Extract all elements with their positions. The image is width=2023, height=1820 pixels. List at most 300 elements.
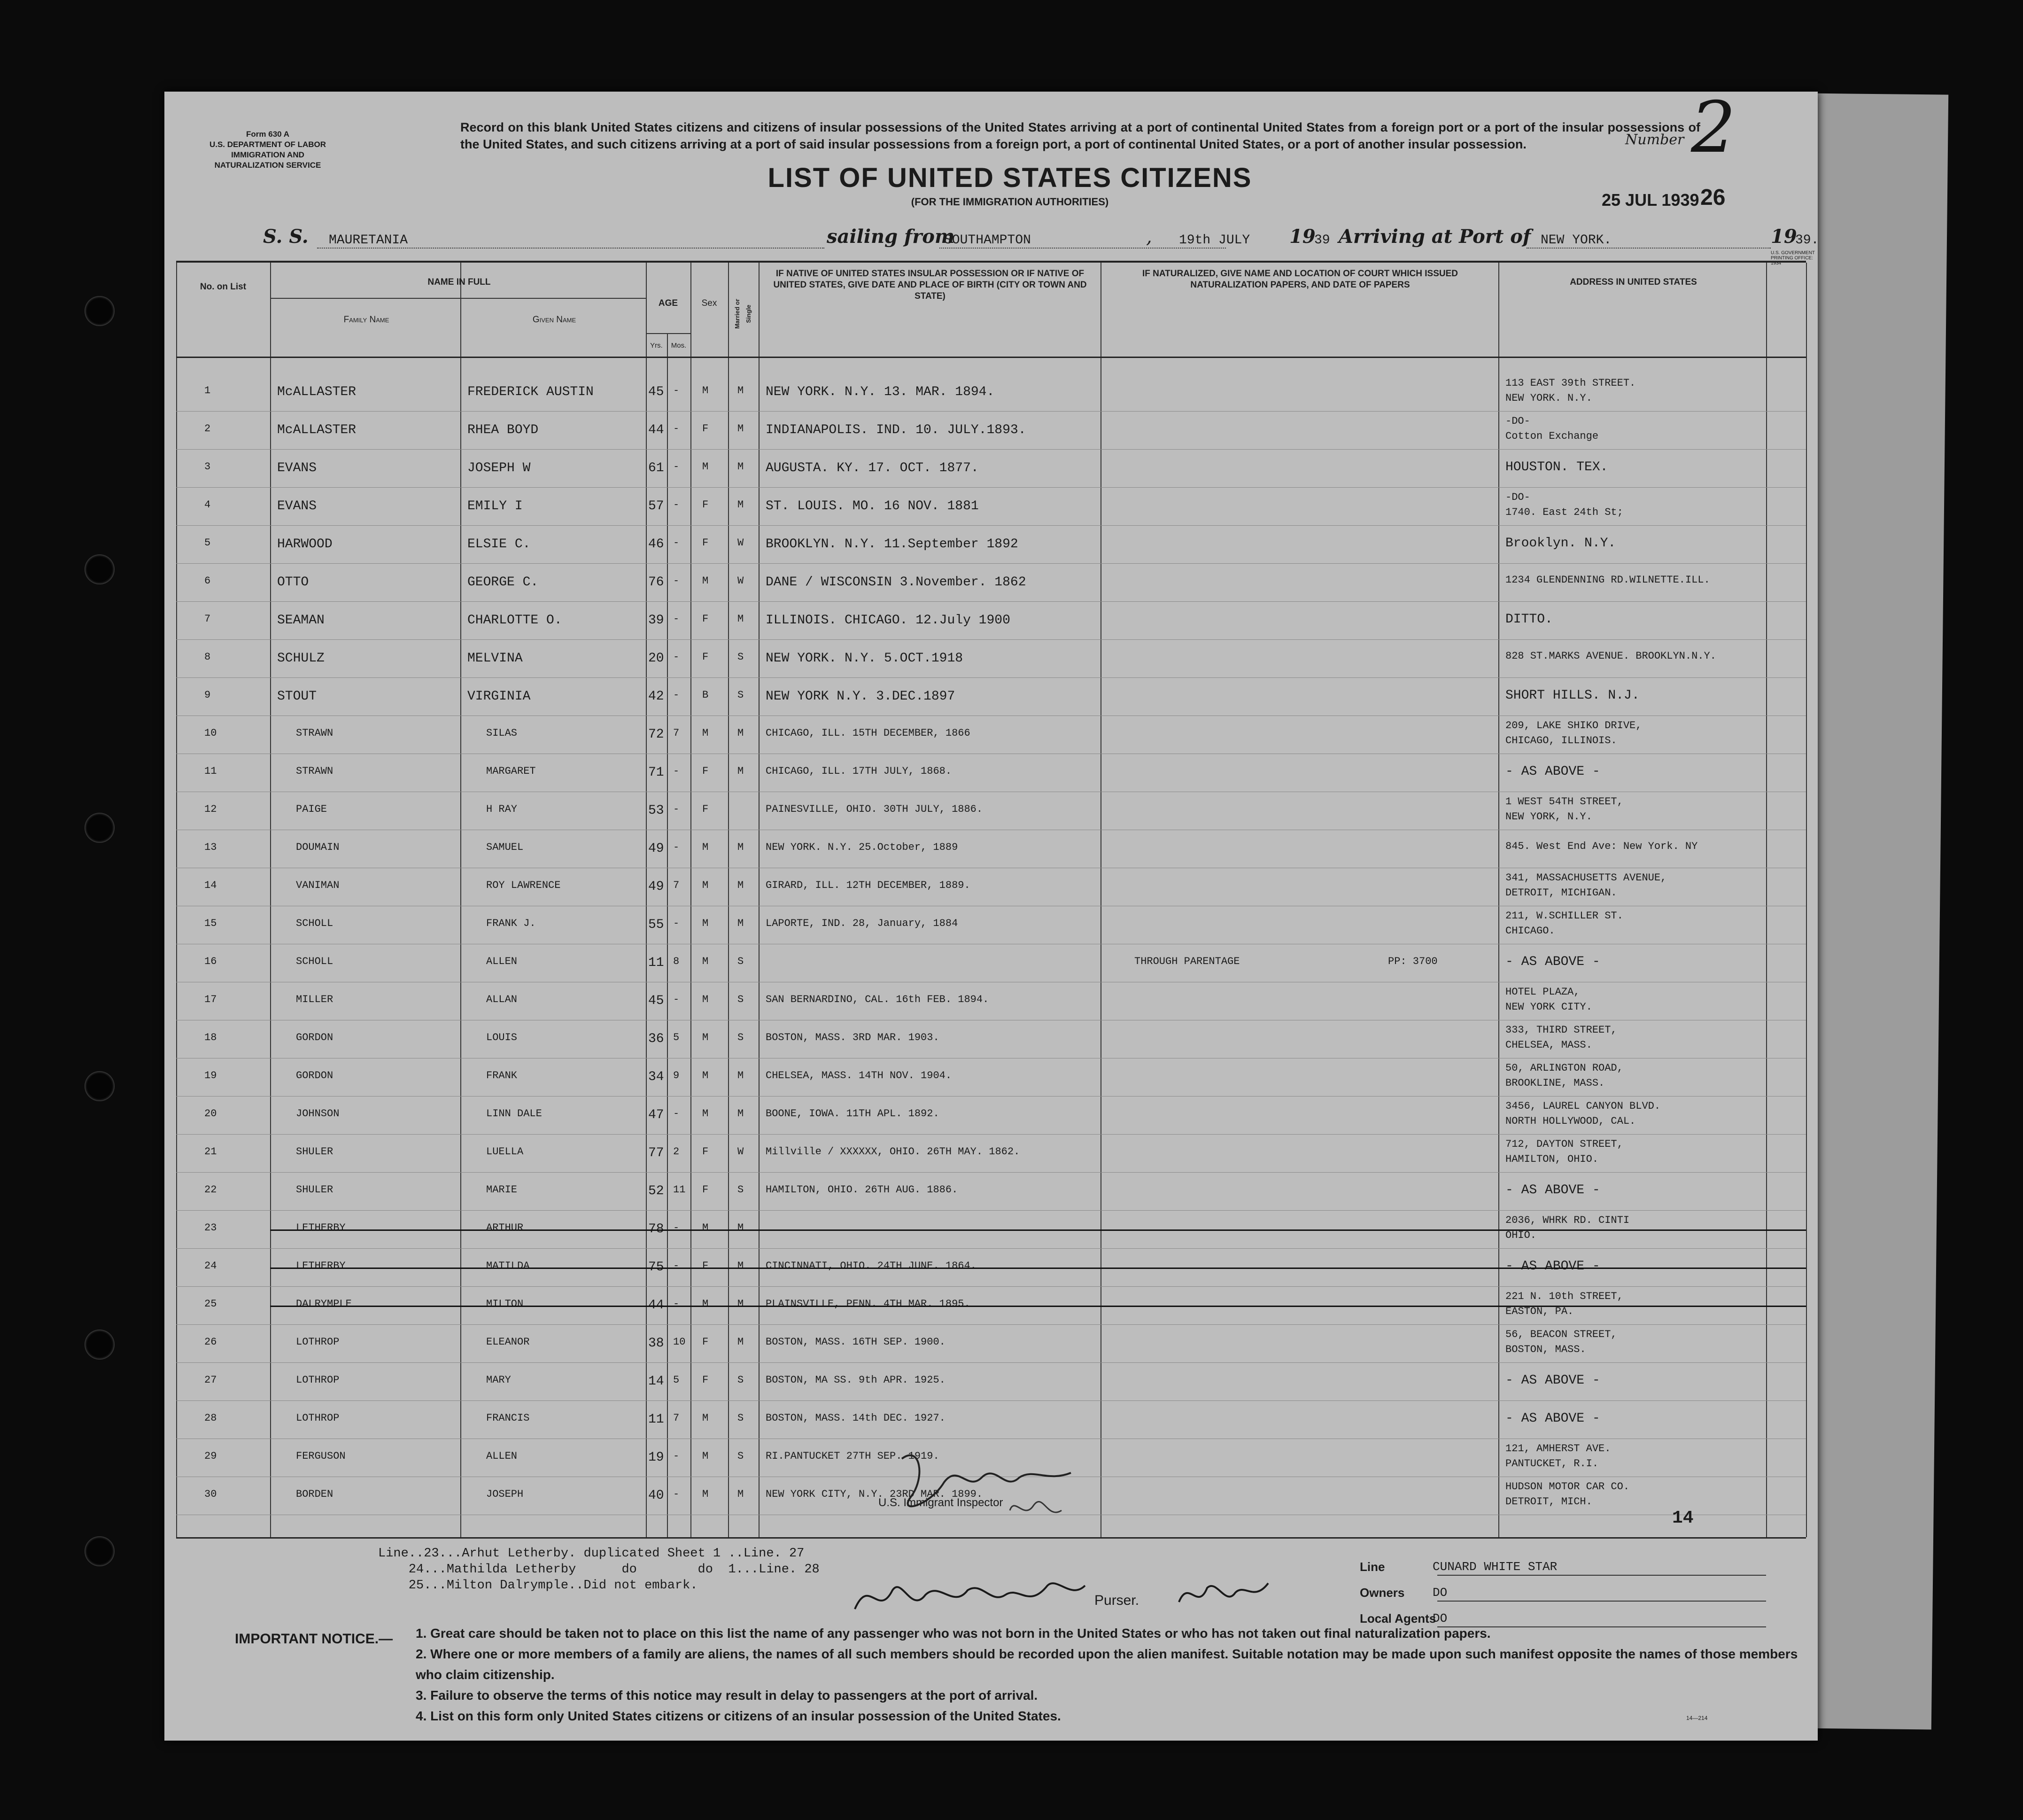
day-stamp: 26: [1700, 185, 1726, 210]
line-value: CUNARD WHITE STAR: [1433, 1560, 1558, 1574]
family-name: LOTHROP: [296, 1412, 340, 1424]
marital-status: M: [737, 499, 744, 511]
column-header-no: No. on List: [200, 282, 247, 292]
age-years: 42: [648, 689, 664, 704]
important-notice: [416, 1623, 1815, 1727]
arrival-year-prefix: 19: [1771, 226, 1797, 248]
age-years: 52: [648, 1184, 664, 1198]
marital-status: S: [737, 689, 744, 701]
age-months: -: [673, 575, 680, 587]
table-row: [176, 1251, 1806, 1287]
address-line: BROOKLINE, MASS.: [1505, 1077, 1605, 1089]
age-months: -: [673, 994, 680, 1005]
age-months: -: [673, 803, 680, 815]
age-months: 5: [673, 1032, 680, 1043]
table-row: [176, 832, 1806, 869]
age-years: 71: [648, 765, 664, 780]
given-name: ALLAN: [486, 994, 518, 1005]
marital-status: M: [737, 727, 744, 739]
address-line: 209, LAKE SHIKO DRIVE,: [1505, 720, 1642, 731]
table-row: [176, 908, 1806, 945]
sex: F: [702, 1336, 709, 1348]
column-header-age: AGE: [658, 298, 678, 308]
address-line: SHORT HILLS. N.J.: [1505, 688, 1640, 703]
inspector-signature: [892, 1440, 1090, 1524]
age-years: 72: [648, 727, 664, 742]
family-name: SHULER: [296, 1184, 333, 1196]
table-row: [176, 870, 1806, 907]
line-label: Line: [1360, 1560, 1385, 1574]
age-years: 49: [648, 841, 664, 856]
age-years: 76: [648, 575, 664, 590]
given-name: FRANK J.: [486, 918, 536, 929]
table-row: [176, 1174, 1806, 1211]
form-title: LIST OF UNITED STATES CITIZENS: [767, 163, 1252, 193]
birth-place-date: CHICAGO, ILL. 15TH DECEMBER, 1866: [766, 727, 970, 739]
sail-date: 19th JULY: [1179, 233, 1250, 248]
age-years: 46: [648, 537, 664, 552]
inspector-label: U.S. Immigrant Inspector: [878, 1496, 1003, 1509]
row-number: 17: [204, 994, 217, 1005]
given-name: LUELLA: [486, 1146, 524, 1158]
sex: F: [702, 499, 709, 511]
age-years: 19: [648, 1450, 664, 1465]
row-number: 19: [204, 1070, 217, 1081]
sex: M: [702, 1450, 709, 1462]
age-months: -: [673, 385, 680, 397]
table-row: [176, 451, 1806, 488]
birth-place-date: BOSTON, MA SS. 9th APR. 1925.: [766, 1374, 946, 1386]
given-name: LOUIS: [486, 1032, 518, 1043]
family-name: EVANS: [277, 461, 317, 475]
birth-place-date: BOSTON, MASS. 3RD MAR. 1903.: [766, 1032, 939, 1043]
column-header-given: Given Name: [532, 315, 576, 325]
row-number: 8: [204, 651, 211, 663]
date-stamp: 25 JUL 1939: [1602, 190, 1699, 210]
address-line: OHIO.: [1505, 1229, 1537, 1241]
sex: F: [702, 765, 709, 777]
birth-place-date: HAMILTON, OHIO. 26TH AUG. 1886.: [766, 1184, 958, 1196]
family-name: SEAMAN: [277, 613, 325, 628]
sex: M: [702, 956, 709, 967]
address-line: 1 WEST 54TH STREET,: [1505, 796, 1623, 808]
family-name: STRAWN: [296, 765, 333, 777]
birth-place-date: INDIANAPOLIS. IND. 10. JULY.1893.: [766, 423, 1026, 437]
age-years: 78: [648, 1222, 664, 1237]
purser-initials: [1174, 1574, 1278, 1616]
address-line: 828 ST.MARKS AVENUE. BROOKLYN.N.Y.: [1505, 650, 1716, 662]
service-name-line2: NATURALIZATION SERVICE: [214, 161, 321, 170]
birth-place-date: NEW YORK N.Y. 3.DEC.1897: [766, 689, 955, 704]
age-years: 77: [648, 1146, 664, 1160]
notice-label: IMPORTANT NOTICE.—: [235, 1631, 393, 1647]
age-months: -: [673, 461, 680, 473]
table-row: [176, 756, 1806, 793]
punch-hole: [85, 296, 115, 326]
sex: M: [702, 1108, 709, 1120]
given-name: EMILY I: [467, 499, 523, 513]
address-line: 50, ARLINGTON ROAD,: [1505, 1062, 1623, 1074]
address-line: Cotton Exchange: [1505, 430, 1599, 442]
family-name: DALRYMPLE: [296, 1298, 352, 1310]
sex: F: [702, 1184, 709, 1196]
birth-place-date: NEW YORK. N.Y. 5.OCT.1918: [766, 651, 963, 666]
marital-status: M: [737, 918, 744, 929]
family-name: SCHOLL: [296, 956, 333, 967]
table-row: [176, 1060, 1806, 1097]
address-line: 341, MASSACHUSETTS AVENUE,: [1505, 872, 1667, 884]
row-number: 3: [204, 461, 211, 473]
sex: M: [702, 1032, 709, 1043]
age-years: 53: [648, 803, 664, 818]
row-number: 18: [204, 1032, 217, 1043]
sex: M: [702, 1070, 709, 1081]
form-code: 14—214: [1686, 1715, 1708, 1721]
age-years: 36: [648, 1032, 664, 1046]
table-row: [176, 794, 1806, 831]
year-prefix: 19: [1289, 226, 1316, 248]
service-name-line1: IMMIGRATION AND: [231, 150, 304, 159]
family-name: VANIMAN: [296, 879, 340, 891]
table-row: [176, 490, 1806, 526]
voyage-line: S. S. MAURETANIA sailing from SOUTHAMPTON , 19th JULY 19 39 Arriving at Port of NEW YORK. 19 39.: [263, 226, 1819, 248]
form-subtitle: (FOR THE IMMIGRATION AUTHORITIES): [911, 196, 1109, 208]
given-name: CHARLOTTE O.: [467, 613, 562, 628]
table-row: [176, 528, 1806, 564]
sex: M: [702, 1412, 709, 1424]
row-number: 11: [204, 765, 217, 777]
given-name: MARY: [486, 1374, 511, 1386]
address-line: BOSTON, MASS.: [1505, 1344, 1586, 1355]
marital-status: M: [737, 1108, 744, 1120]
address-line: HAMILTON, OHIO.: [1505, 1153, 1599, 1165]
address-line: 845. West End Ave: New York. NY: [1505, 840, 1698, 852]
family-name: SHULER: [296, 1146, 333, 1158]
age-months: -: [673, 1298, 680, 1310]
row-number: 13: [204, 841, 217, 853]
marital-status: M: [737, 1260, 744, 1272]
given-name: FREDERICK AUSTIN: [467, 385, 594, 399]
marital-status: S: [737, 651, 744, 663]
birth-place-date: CINCINNATI, OHIO. 24TH JUNE. 1864.: [766, 1260, 977, 1272]
sex: F: [702, 1146, 709, 1158]
age-months: -: [673, 1450, 680, 1462]
table-row: [176, 946, 1806, 983]
marital-status: S: [737, 1032, 744, 1043]
given-name: ELSIE C.: [467, 537, 531, 552]
given-name: JOSEPH W: [467, 461, 531, 475]
marital-status: S: [737, 956, 744, 967]
table-row: [176, 413, 1806, 450]
row-number: 5: [204, 537, 211, 549]
family-name: LOTHROP: [296, 1374, 340, 1386]
family-name: LOTHROP: [296, 1336, 340, 1348]
row-number: 30: [204, 1488, 217, 1500]
purser-label: Purser.: [1094, 1593, 1139, 1608]
family-name: SCHOLL: [296, 918, 333, 929]
table-row: [176, 1213, 1806, 1249]
form-number: Form 630 A: [246, 130, 289, 139]
row-number: 2: [204, 423, 211, 435]
sex: M: [702, 994, 709, 1005]
birth-place-date: ST. LOUIS. MO. 16 NOV. 1881: [766, 499, 979, 513]
marital-status: W: [737, 1146, 744, 1158]
agents-label: Local Agents: [1360, 1611, 1436, 1626]
family-name: STRAWN: [296, 727, 333, 739]
arrival-year-suffix: 39.: [1795, 233, 1819, 248]
row-number: 28: [204, 1412, 217, 1424]
address-line: HOTEL PLAZA,: [1505, 986, 1580, 998]
address-line: DETROIT, MICHIGAN.: [1505, 887, 1617, 899]
age-months: -: [673, 499, 680, 511]
table-row: [176, 642, 1806, 678]
address-line: NORTH HOLLYWOOD, CAL.: [1505, 1115, 1636, 1127]
family-name: JOHNSON: [296, 1108, 340, 1120]
row-number: 22: [204, 1184, 217, 1196]
birth-place-date: RI.PANTUCKET 27TH SEP. 1919.: [766, 1450, 939, 1462]
age-years: 45: [648, 385, 664, 399]
sex: M: [702, 1488, 709, 1500]
given-name: MARIE: [486, 1184, 518, 1196]
sex: B: [702, 689, 709, 701]
sex: M: [702, 841, 709, 853]
marital-status: M: [737, 1488, 744, 1500]
given-name: SAMUEL: [486, 841, 524, 853]
column-header-mos: Mos.: [671, 342, 687, 350]
given-name: RHEA BOYD: [467, 423, 539, 437]
given-name: LINN DALE: [486, 1108, 542, 1120]
family-name: OTTO: [277, 575, 309, 590]
family-name: SCHULZ: [277, 651, 325, 666]
manifest-sheet: [164, 87, 1819, 1741]
address-line: DITTO.: [1505, 612, 1553, 627]
record-instructions: Record on this blank United States citizens and citizens of insular possessions of the United States arriving at a port of continental United States from a foreign port or a port of the insular possessions of the United States, and such citizens arriving at a port of said insular possessions from a foreign port, a port of continental United States, or a port of another insular possession.: [460, 120, 1700, 151]
family-name: PAIGE: [296, 803, 327, 815]
passenger-table: [176, 261, 1806, 1539]
address-line: 2036, WHRK RD. CINTI: [1505, 1214, 1630, 1226]
row-number: 14: [204, 879, 217, 891]
sex: M: [702, 727, 709, 739]
family-name: MILLER: [296, 994, 333, 1005]
marital-status: M: [737, 613, 744, 625]
sex: M: [702, 879, 709, 891]
age-years: 34: [648, 1070, 664, 1084]
given-name: H RAY: [486, 803, 518, 815]
marital-status: S: [737, 1374, 744, 1386]
address-line: CHICAGO.: [1505, 925, 1555, 937]
notice-2: 2. Where one or more members of a family are aliens, the names of all such members should be recorded upon the alien manifest. Suitable notation may be made upon such manifest opposite the names of those members who claim citizenship.: [416, 1647, 1798, 1682]
sex: F: [702, 537, 709, 549]
address-line: 113 EAST 39th STREET.: [1505, 377, 1636, 389]
age-years: 55: [648, 918, 664, 932]
family-name: LETHERBY: [296, 1222, 346, 1234]
row-number: 27: [204, 1374, 217, 1386]
birth-place-date: PLAINSVILLE, PENN. 4TH MAR. 1895.: [766, 1298, 970, 1310]
family-name: BORDEN: [296, 1488, 333, 1500]
table-row: [176, 1022, 1806, 1059]
given-name: JOSEPH: [486, 1488, 524, 1500]
sex: M: [702, 1222, 709, 1234]
marital-status: M: [737, 1336, 744, 1348]
ss-label: S. S.: [263, 226, 309, 248]
age-months: 7: [673, 727, 680, 739]
sheet-number: 2: [1691, 87, 1736, 169]
address-line: NEW YORK. N.Y.: [1505, 392, 1592, 404]
given-name: GEORGE C.: [467, 575, 539, 590]
age-months: -: [673, 1488, 680, 1500]
marital-status: S: [737, 1184, 744, 1196]
age-months: -: [673, 1222, 680, 1234]
naturalization-ref: PP: 3700: [1388, 956, 1438, 967]
row-number: 26: [204, 1336, 217, 1348]
address-line: - AS ABOVE -: [1505, 764, 1600, 779]
form-identifier: [202, 129, 333, 171]
birth-place-date: BROOKLYN. N.Y. 11.September 1892: [766, 537, 1018, 552]
age-years: 57: [648, 499, 664, 513]
age-months: -: [673, 1260, 680, 1272]
age-years: 44: [648, 1298, 664, 1313]
sex: M: [702, 1298, 709, 1310]
marital-status: M: [737, 841, 744, 853]
address-line: CHELSEA, MASS.: [1505, 1039, 1592, 1051]
column-header-birth: IF NATIVE OF UNITED STATES INSULAR POSSESSION OR IF NATIVE OF UNITED STATES, GIVE DATE AND PLACE OF BIRTH (CITY OR TOWN AND STATE): [773, 269, 1087, 301]
birth-place-date: CHICAGO, ILL. 17TH JULY, 1868.: [766, 765, 952, 777]
table-row: [176, 566, 1806, 602]
table-row: [176, 1365, 1806, 1401]
birth-place-date: BOONE, IOWA. 11TH APL. 1892.: [766, 1108, 939, 1120]
address-line: DETROIT, MICH.: [1505, 1496, 1592, 1508]
table-row: [176, 375, 1806, 412]
notice-3: 3. Failure to observe the terms of this notice may result in delay to passengers at the port of arrival.: [416, 1688, 1038, 1703]
address-line: -DO-: [1505, 415, 1530, 427]
marital-status: S: [737, 1412, 744, 1424]
age-months: 5: [673, 1374, 680, 1386]
given-name: VIRGINIA: [467, 689, 531, 704]
marital-status: M: [737, 385, 744, 397]
address-line: - AS ABOVE -: [1505, 1183, 1600, 1198]
marital-status: W: [737, 575, 744, 587]
given-name: ELEANOR: [486, 1336, 530, 1348]
given-name: FRANCIS: [486, 1412, 530, 1424]
marital-status: M: [737, 765, 744, 777]
port-to: NEW YORK.: [1541, 233, 1612, 248]
age-years: 75: [648, 1260, 664, 1275]
birth-place-date: DANE / WISCONSIN 3.November. 1862: [766, 575, 1026, 590]
address-line: 221 N. 10th STREET,: [1505, 1291, 1623, 1302]
row-number: 10: [204, 727, 217, 739]
address-line: - AS ABOVE -: [1505, 955, 1600, 969]
marital-status: M: [737, 1222, 744, 1234]
age-months: -: [673, 689, 680, 701]
birth-place-date: Millville / XXXXXX, OHIO. 26TH MAY. 1862.: [766, 1146, 1020, 1158]
table-row: [176, 984, 1806, 1021]
table-row: [176, 680, 1806, 716]
table-row: [176, 1403, 1806, 1439]
family-name: EVANS: [277, 499, 317, 513]
notice-4: 4. List on this form only United States citizens or citizens of an insular possession of the United States.: [416, 1709, 1061, 1723]
row-number: 24: [204, 1260, 217, 1272]
family-name: DOUMAIN: [296, 841, 340, 853]
row-number: 21: [204, 1146, 217, 1158]
column-header-naturalized: IF NATURALIZED, GIVE NAME AND LOCATION OF COURT WHICH ISSUED NATURALIZATION PAPERS, AND DATE OF PAPERS: [1142, 269, 1458, 290]
column-header-married: Married or Single: [734, 299, 752, 329]
year-suffix: 39: [1314, 233, 1330, 248]
address-line: 3456, LAUREL CANYON BLVD.: [1505, 1100, 1661, 1112]
table-row: [176, 1327, 1806, 1363]
table-row: [176, 1136, 1806, 1173]
address-line: 1740. East 24th St;: [1505, 506, 1623, 518]
birth-place-date: LAPORTE, IND. 28, January, 1884: [766, 918, 958, 929]
family-name: LETHERBY: [296, 1260, 346, 1272]
given-name: SILAS: [486, 727, 518, 739]
marital-status: S: [737, 1450, 744, 1462]
column-header-yrs: Yrs.: [650, 342, 663, 350]
birth-place-date: AUGUSTA. KY. 17. OCT. 1877.: [766, 461, 979, 475]
address-line: CHICAGO, ILLINOIS.: [1505, 735, 1617, 747]
address-line: 121, AMHERST AVE.: [1505, 1443, 1611, 1454]
given-name: ALLEN: [486, 956, 518, 967]
strike-through-line: [270, 1268, 1806, 1269]
age-months: -: [673, 841, 680, 853]
row-number: 9: [204, 689, 211, 701]
address-line: 56, BEACON STREET,: [1505, 1329, 1617, 1340]
marital-status: M: [737, 1298, 744, 1310]
row-number: 25: [204, 1298, 217, 1310]
age-years: 20: [648, 651, 664, 666]
port-from: SOUTHAMPTON: [944, 233, 1031, 248]
given-name: ARTHUR: [486, 1222, 524, 1234]
age-months: -: [673, 765, 680, 777]
note-line-25: 25...Milton Dalrymple..Did not embark.: [378, 1579, 698, 1593]
age-years: 39: [648, 613, 664, 628]
birth-place-date: NEW YORK. N.Y. 25.October, 1889: [766, 841, 958, 853]
birth-place-date: ILLINOIS. CHICAGO. 12.July 1900: [766, 613, 1010, 628]
birth-place-date: BOSTON, MASS. 16TH SEP. 1900.: [766, 1336, 946, 1348]
age-months: 11: [673, 1184, 686, 1196]
given-name: MATILDA: [486, 1260, 530, 1272]
birth-place-date: SAN BERNARDINO, CAL. 16th FEB. 1894.: [766, 994, 989, 1005]
sex: M: [702, 575, 709, 587]
given-name: ALLEN: [486, 1450, 518, 1462]
address-line: -DO-: [1505, 491, 1530, 503]
family-name: McALLASTER: [277, 385, 357, 399]
age-years: 14: [648, 1374, 664, 1389]
family-name: GORDON: [296, 1032, 333, 1043]
column-header-address: ADDRESS IN UNITED STATES: [1570, 277, 1697, 287]
row-number: 4: [204, 499, 211, 511]
age-months: -: [673, 651, 680, 663]
given-name: ROY LAWRENCE: [486, 879, 561, 891]
punch-hole: [85, 1071, 115, 1101]
address-line: NEW YORK, N.Y.: [1505, 811, 1592, 823]
family-name: FERGUSON: [296, 1450, 346, 1462]
notice-1: 1. Great care should be taken not to place on this list the name of any passenger who was not born in the United States or who has not taken out final naturalization papers.: [416, 1626, 1491, 1641]
address-line: 712, DAYTON STREET,: [1505, 1138, 1623, 1150]
given-name: FRANK: [486, 1070, 518, 1081]
strike-through-line: [270, 1306, 1806, 1307]
sex: F: [702, 1260, 709, 1272]
age-years: 40: [648, 1488, 664, 1503]
marital-status: M: [737, 461, 744, 473]
marital-status: W: [737, 537, 744, 549]
ship-name: MAURETANIA: [329, 233, 408, 248]
row-number: 12: [204, 803, 217, 815]
strike-through-line: [270, 1229, 1806, 1231]
marital-status: M: [737, 1070, 744, 1081]
column-header-family: Family Name: [343, 315, 389, 325]
row-number: 29: [204, 1450, 217, 1462]
age-months: 9: [673, 1070, 680, 1081]
